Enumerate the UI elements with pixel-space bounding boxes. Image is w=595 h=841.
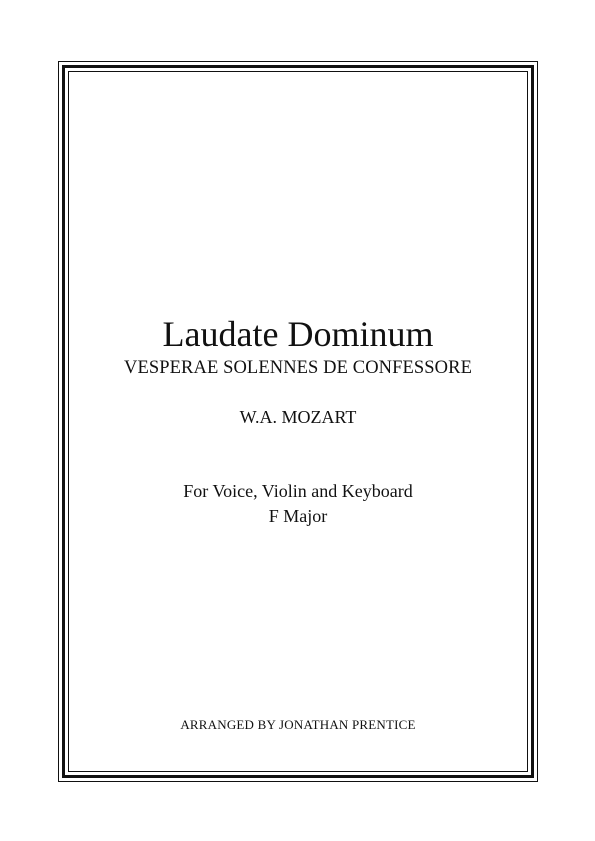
key-signature: F Major xyxy=(268,506,328,526)
subtitle: VESPERAE SOLENNES DE CONFESSORE xyxy=(124,358,472,378)
arranger-credit: ARRANGED BY JONATHAN PRENTICE xyxy=(180,717,416,732)
page-title: Laudate Dominum xyxy=(162,314,434,354)
composer-name: W.A. MOZART xyxy=(239,407,357,427)
instrumentation: For Voice, Violin and Keyboard xyxy=(183,481,413,501)
